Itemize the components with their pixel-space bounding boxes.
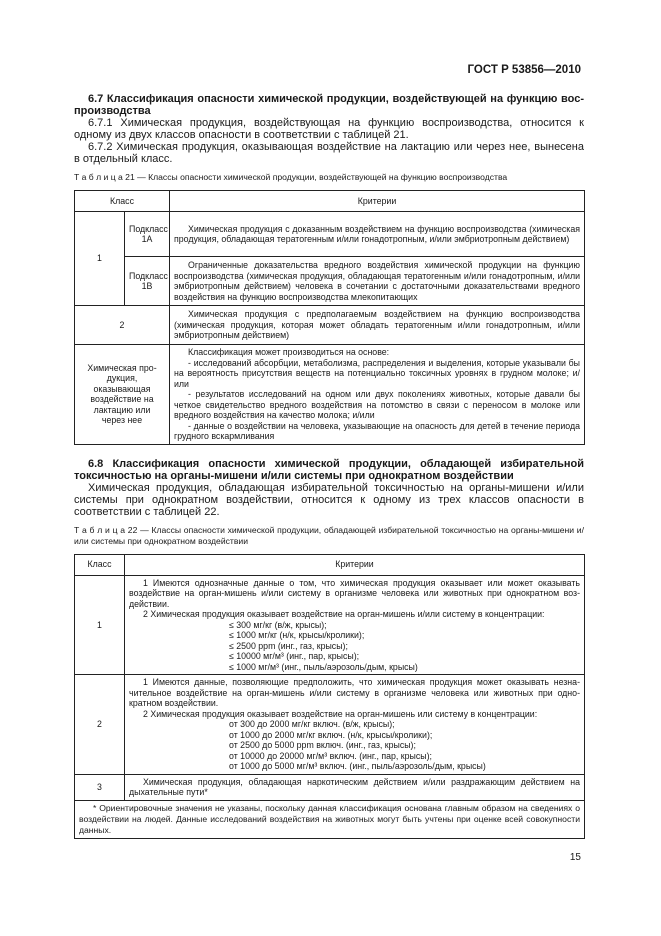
table-row xyxy=(75,774,585,800)
document-id: ГОСТ Р 53856—2010 xyxy=(467,64,581,76)
subclass-cell: Подкласс 1А xyxy=(125,212,170,257)
criteria-line: Классификация может производиться на основе: xyxy=(188,347,390,357)
table-22-caption: Т а б л и ц а 22 — Классы опасности химической продукции, обладающей избирательной токсичностью на органы-мишени и/или системы при однократном воздействии xyxy=(74,524,584,546)
criteria-cell xyxy=(125,675,585,775)
paragraph-6-8: Химическая продукция, обладающая избирательной токсичностью на органы-мишени и/или системы при однократном воздействии, относится к одному из трех классов опасности в соответствии с таблицей 22. xyxy=(74,481,584,518)
table-footnote: * Ориентировочные значения не указаны, поскольку данная классификация основана главным образом на сведениях о воздействии на людей. Данные исследований воздействия на животных могут быть учтены при оценке всей совокупности данных. xyxy=(79,802,580,835)
criteria-line: ≤ 1000 мг/кг (н/к, крысы/кролики); xyxy=(229,630,365,640)
criteria-cell: Химическая продукция с предполагаемым воздействием на функцию воспроизводства (химическая продукция, которая может обладать тератогенным и/или гонадотропным, и/или эмбриотропным действием) xyxy=(170,306,585,345)
criteria-line: от 300 до 2000 мг/кг включ. (в/ж, крысы); xyxy=(229,719,395,729)
table-header-criteria: Критерии xyxy=(170,191,585,212)
class-cell: Химическая продукция, оказывающая воздействие на лактацию или через нее xyxy=(75,345,170,445)
criteria-line: ≤ 1000 мг/м³ (инг., пыль/аэрозоль/дым, крысы) xyxy=(229,661,418,672)
criteria-line: от 1000 до 5000 мг/м³ включ. (инг., пыль/аэрозоль/дым, крысы) xyxy=(229,761,486,771)
table-row xyxy=(75,675,585,775)
section-6-7-title: 6.7 Классификация опасности химической продукции, воздействующей на функцию воспроизводства xyxy=(74,93,584,117)
criteria-line: - исследований абсорбции, метаболизма, распределения и выделения, которые указывали бы на вероятность присутствия веществ на потенциально токсичных уровнях в грудном молоке; и/или xyxy=(174,357,581,389)
criteria-line: от 2500 до 5000 ppm включ. (инг., газ, крысы); xyxy=(229,740,416,750)
criteria-cell xyxy=(170,345,585,445)
table-header-class: Класс xyxy=(75,554,125,575)
paragraph-6-7-1: 6.7.1 Химическая продукция, воздействующая на функцию воспроизводства, относится к одному из двух классов опасности в соответствии с таблицей 21. xyxy=(74,117,584,141)
paragraph-6-7-2: 6.7.2 Химическая продукция, оказывающая воздействие на лактацию или через нее, вынесена в отдельный класс. xyxy=(74,141,584,165)
criteria-line: 1 Имеются данные, позволяющие предположить, что химическая продукция может оказывать незначительное воздействие на орган-мишень и/или систему в организме человека или животных при однократном воздействии. xyxy=(129,677,580,708)
table-row xyxy=(75,345,585,445)
criteria-cell: Химическая продукция с доказанным воздействием на функцию воспроизводства (химическая продукция, обладающая тератогенным и/или гонадотропным, и/или эмбриотропным действием) xyxy=(170,212,585,257)
criteria-line: - результатов исследований на одном или двух поколениях животных, которые давали бы четкое свидетельство вредного воздействия на потомство в связи с переносом в молоке или вредного воздействия на качество молока; и/или xyxy=(174,389,581,420)
class-cell: 2 xyxy=(75,306,170,345)
criteria-line: от 1000 до 2000 мг/кг включ. (н/к, крысы/кролики); xyxy=(229,729,433,740)
class-cell: 3 xyxy=(75,774,125,800)
criteria-line: ≤ 2500 ppm (инг., газ, крысы); xyxy=(229,640,348,651)
table-21 xyxy=(74,190,585,445)
criteria-line: от 10000 до 20000 мг/м³ включ. (инг., пар, крысы); xyxy=(229,750,432,761)
table-row xyxy=(75,554,585,575)
section-6-8-title: 6.8 Классификация опасности химической продукции, обладающей избирательной токсичностью на органы-мишени и/или системы при однократном воздействии xyxy=(74,457,584,482)
class-cell: 1 xyxy=(75,212,125,306)
criteria-cell: Химическая продукция, обладающая наркотическим действием и/или раздражающим действием на дыхательные пути* xyxy=(125,774,585,800)
table-header-criteria: Критерии xyxy=(125,554,585,575)
page-content xyxy=(74,93,584,839)
table-row xyxy=(75,257,585,306)
table-21-caption: Т а б л и ц а 21 — Классы опасности химической продукции, воздействующей на функцию воспроизводства xyxy=(74,172,508,182)
class-cell: 2 xyxy=(75,675,125,775)
criteria-cell: Ограниченные доказательства вредного воздействия химической продукции на функцию воспроизводства (химическая продукция, обладающая тератогенным и/или гонадотропным, и/или эмбриотропным действием) человека в сочетании с достаточными доказательствами вредного воздействия на функцию воспроизводства млекопитающих xyxy=(170,257,585,306)
class-cell: 1 xyxy=(75,575,125,675)
criteria-line: ≤ 10000 мг/м³ (инг., пар, крысы); xyxy=(229,651,360,661)
footnote-cell xyxy=(75,800,585,838)
subclass-cell: Подкласс 1В xyxy=(125,257,170,306)
criteria-line: ≤ 300 мг/кг (в/ж, крысы); xyxy=(229,619,327,630)
criteria-line: 1 Имеются однозначные данные о том, что химическая продукция оказывает или может оказывать воздействие на орган-мишень и/или систему в организме человека или животных при однократном воздействии. xyxy=(129,577,580,609)
page-number: 15 xyxy=(569,852,581,863)
criteria-line: 2 Химическая продукция оказывает воздействие на орган-мишень или систему в концентрации: xyxy=(143,708,538,719)
criteria-line: - данные о воздействии на человека, указывающие на опасность для детей в течение периода грудного вскармливания xyxy=(174,420,581,441)
table-row xyxy=(75,575,585,675)
table-row xyxy=(75,800,585,838)
table-row xyxy=(75,191,585,212)
criteria-cell xyxy=(125,575,585,675)
table-header-class: Класс xyxy=(75,191,170,212)
criteria-line: 2 Химическая продукция оказывает воздействие на орган-мишень и/или систему в концентрации: xyxy=(143,609,545,619)
table-row xyxy=(75,306,585,345)
table-row xyxy=(75,212,585,257)
table-22 xyxy=(74,554,585,839)
